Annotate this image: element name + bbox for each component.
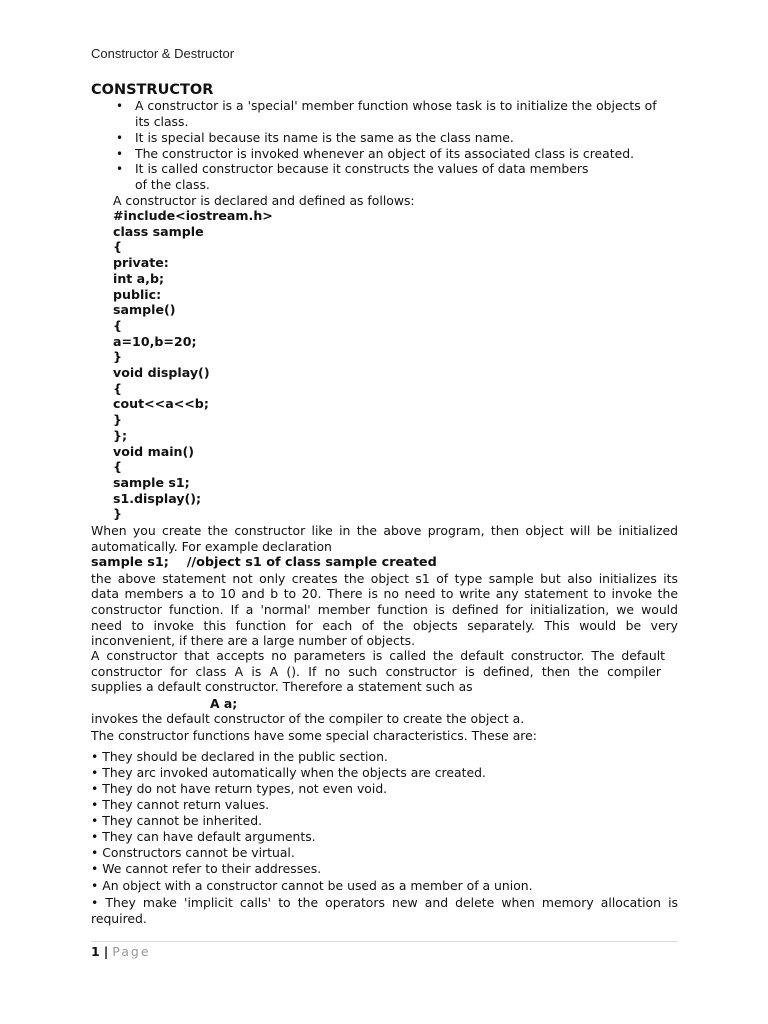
code-line: } (113, 349, 122, 365)
running-header: Constructor & Destructor (91, 46, 235, 61)
paragraph-line: A constructor that accepts no parameters is called the default constructor. The default (91, 648, 665, 663)
characteristic-item: • They cannot be inherited. (91, 813, 263, 828)
code-line: }; (113, 427, 128, 443)
page-number: 1 (91, 944, 100, 959)
code-line: sample() (113, 302, 176, 318)
code-line: sample s1; (113, 474, 190, 490)
bullet-icon: • (116, 131, 124, 145)
characteristic-item: • They do not have return types, not even void. (91, 781, 388, 796)
characteristic-item: • We cannot refer to their addresses. (91, 861, 322, 876)
declaration-code: sample s1; //object s1 of class sample created (91, 555, 437, 570)
characteristic-item: • They can have default arguments. (91, 829, 316, 844)
section-title: CONSTRUCTOR (91, 82, 214, 98)
code-line: #include<iostream.h> (113, 208, 273, 223)
bullet-text: It is called constructor because it constructs the values of data members (135, 161, 589, 176)
paragraph-line: automatically. For example declaration (91, 539, 332, 554)
statement-code: A a; (210, 696, 238, 711)
characteristic-item: • They make 'implicit calls' to the operators new and delete when memory allocation is (91, 895, 678, 910)
paragraph-line: The constructor functions have some special characteristics. These are: (91, 728, 537, 743)
footer-divider (91, 941, 678, 942)
code-line: void main() (113, 443, 194, 459)
characteristic-item: • Constructors cannot be virtual. (91, 845, 295, 860)
bullet-icon: • (116, 162, 124, 176)
bullet-text: its class. (135, 114, 189, 129)
paragraph-line: constructor function. If a 'normal' member function is defined for initialization, we would (91, 602, 678, 617)
code-line: public: (113, 286, 162, 302)
code-line: int a,b; (113, 270, 165, 286)
characteristic-item: • They cannot return values. (91, 797, 270, 812)
paragraph-line: When you create the constructor like in the above program, then object will be initialized (91, 523, 678, 538)
code-line: { (113, 459, 122, 475)
code-line: private: (113, 255, 169, 271)
code-line: class sample (113, 223, 204, 239)
code-line: s1.display(); (113, 490, 202, 506)
code-line: void display() (113, 365, 210, 380)
code-line: { (113, 380, 122, 396)
code-line: { (113, 317, 122, 333)
bullet-icon: • (116, 147, 124, 161)
characteristic-item: • They should be declared in the public section. (91, 749, 388, 764)
page-label: Page (112, 944, 151, 959)
page-separator: | (103, 944, 109, 959)
code-line: cout<<a<<b; (113, 396, 209, 412)
characteristic-item: required. (91, 911, 147, 926)
paragraph-line: data members a to 10 and b to 20. There is no need to write any statement to invoke the (91, 586, 678, 601)
code-line: } (113, 506, 122, 522)
bullet-text: of the class. (135, 177, 210, 192)
page-footer (91, 943, 151, 961)
code-line: { (113, 239, 122, 255)
paragraph-line: constructor for class A is A (). If no such constructor is defined, then the compiler (91, 664, 661, 679)
paragraph-line: invokes the default constructor of the compiler to create the object a. (91, 711, 525, 726)
bullet-text: The constructor is invoked whenever an object of its associated class is created. (135, 146, 635, 161)
bullet-icon: • (116, 99, 124, 113)
bullet-text: A constructor is a 'special' member function whose task is to initialize the objects of (135, 98, 657, 113)
code-line: a=10,b=20; (113, 333, 197, 349)
characteristic-item: • An object with a constructor cannot be used as a member of a union. (91, 878, 533, 893)
code-line: } (113, 412, 122, 428)
characteristic-item: • They arc invoked automatically when the objects are created. (91, 765, 486, 780)
paragraph-line: the above statement not only creates the object s1 of type sample but also initializes its (91, 571, 678, 586)
bullet-text: It is special because its name is the same as the class name. (135, 130, 514, 145)
paragraph-line: supplies a default constructor. Therefore a statement such as (91, 679, 473, 694)
intro-text: A constructor is declared and defined as follows: (113, 193, 415, 208)
paragraph-line: need to invoke this function for each of the objects separately. This would be very (91, 618, 678, 633)
paragraph-line: inconvenient, if there are a large number of objects. (91, 633, 416, 648)
